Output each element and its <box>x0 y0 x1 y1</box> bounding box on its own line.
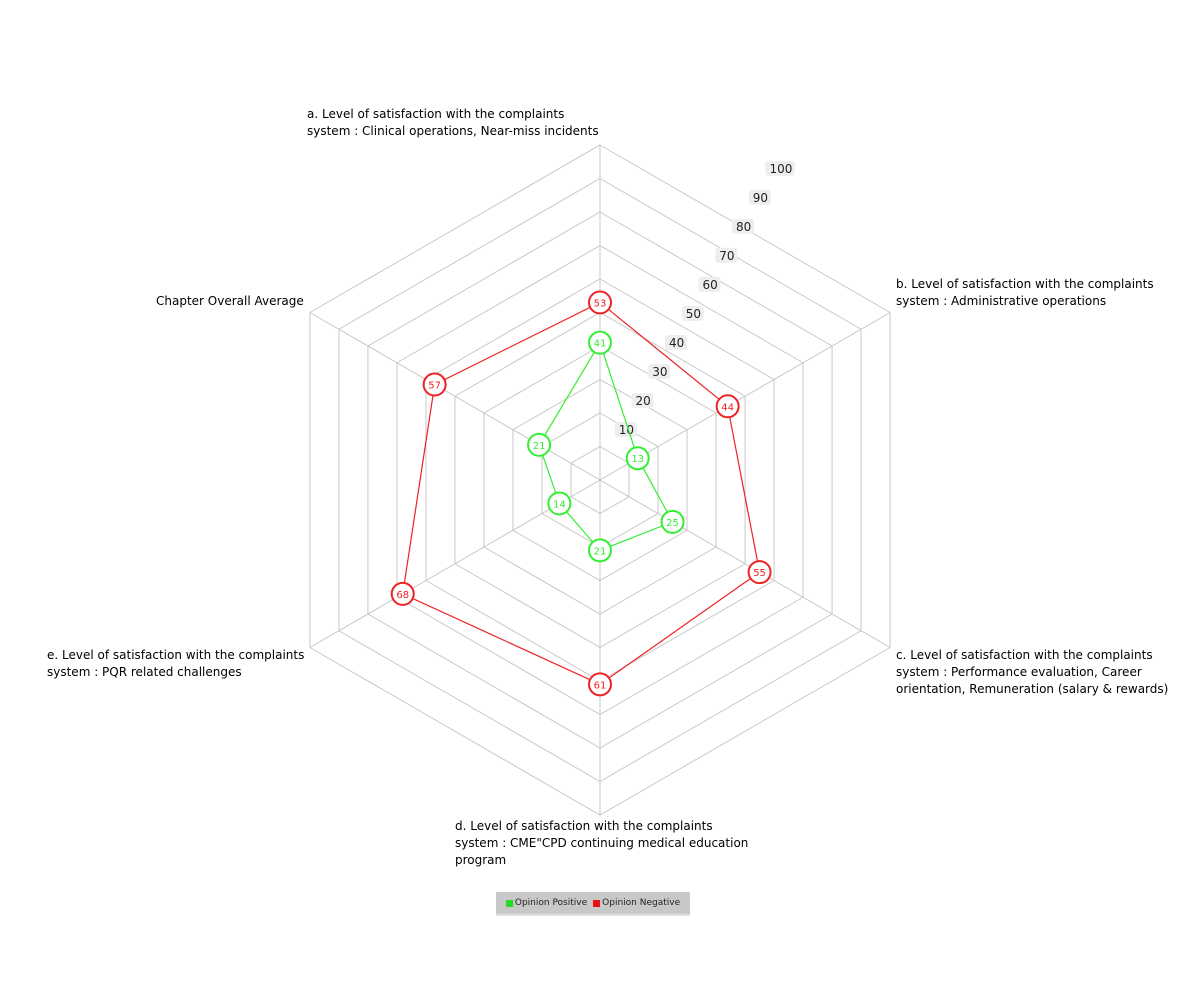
axis-label-b: b. Level of satisfaction with the complaints system : Administrative operations <box>896 277 1154 308</box>
data-label-positive: 21 <box>593 546 607 558</box>
legend <box>496 892 690 916</box>
legend-item-positive[interactable] <box>506 898 587 908</box>
axis-label-e: e. Level of satisfaction with the complaints system : PQR related challenges <box>47 648 305 679</box>
data-label-positive: 13 <box>631 454 645 466</box>
legend-label-positive: Opinion Positive <box>514 898 588 908</box>
data-label-negative: 57 <box>428 380 441 392</box>
data-label-negative: 68 <box>396 589 410 601</box>
axis-label-overall-average: Chapter Overall Average <box>156 294 304 308</box>
axis-label-c: c. Level of satisfaction with the complaints system : Performance evaluation, Career orientation, Remuneration (salary & rewards) <box>896 648 1169 696</box>
data-label-negative: 44 <box>721 402 735 414</box>
series-line-negative <box>403 302 760 684</box>
data-label-negative: 61 <box>593 680 607 692</box>
legend-item-negative[interactable] <box>593 898 680 908</box>
tick-label: 20 <box>635 393 651 408</box>
legend-swatch-negative <box>593 900 600 907</box>
data-label-negative: 53 <box>593 298 607 310</box>
data-label-positive: 21 <box>532 440 546 452</box>
tick-label: 70 <box>719 248 735 263</box>
tick-label: 10 <box>618 422 635 437</box>
tick-label: 80 <box>736 219 752 234</box>
tick-label: 30 <box>652 364 668 379</box>
data-label-positive: 14 <box>553 499 566 511</box>
tick-label: 60 <box>702 277 718 292</box>
tick-label: 100 <box>769 161 793 176</box>
tick-label: 90 <box>752 190 769 205</box>
tick-label: 50 <box>685 306 702 321</box>
tick-label: 40 <box>669 335 685 350</box>
axis-label-a: a. Level of satisfaction with the complaints system : Clinical operations, Near-miss incidents <box>307 107 599 138</box>
axis-label-d: d. Level of satisfaction with the complaints system : CME"CPD continuing medical education program <box>455 819 749 867</box>
data-label-negative: 55 <box>753 568 766 580</box>
data-label-positive: 25 <box>666 517 679 529</box>
legend-swatch-positive <box>506 900 513 907</box>
data-label-positive: 41 <box>593 338 607 350</box>
legend-label-negative: Opinion Negative <box>602 898 681 908</box>
